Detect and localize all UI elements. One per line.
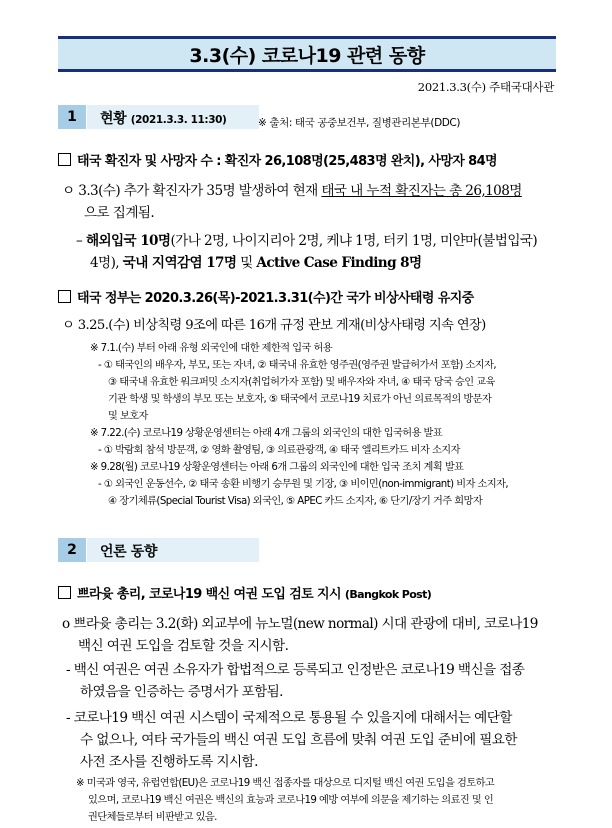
block-2-note-8: - ① 외국인 운동선수, ② 태국 송환 비행기 승무원 및 기장, ③ 비이민(non-immigrant) 비자 소지자,: [98, 479, 509, 490]
sub-bold-local: 국내 지역감염 17명: [122, 255, 237, 271]
sub-bold-active: Active Case Finding 8명: [256, 255, 422, 271]
block-3-note-2: 권단체들로부터 비판받고 있음.: [88, 812, 217, 823]
section-1-source: ※ 출처: 태국 공중보건부, 질병관리본부(DDC): [258, 117, 461, 129]
block-3-line-4: - 코로나19 백신 여권 시스템이 국제적으로 통용될 수 있을지에 대해서는 예단할: [66, 710, 512, 726]
sub-text-3: 및: [236, 255, 257, 271]
checkbox-square-icon: [58, 153, 71, 166]
block-1-heading: [58, 150, 497, 169]
section-2-number: 2: [58, 538, 86, 562]
block-2-bullet: [62, 315, 562, 337]
block-3-line-2: - 백신 여권은 여권 소유자가 합법적으로 등록되고 인정받은 코로나19 백신을 접종: [66, 662, 525, 678]
block-3-note-0: ※ 미국과 영국, 유럽연합(EU)은 코로나19 백신 접종자를 대상으로 디지털 백신 여권 도입을 검토하고: [76, 778, 495, 789]
sub-text-2: 4명),: [90, 255, 123, 271]
section-1-time: (2021.3.3. 11:30): [130, 114, 227, 126]
block-1-bullet-line2: 으로 집계됨.: [84, 205, 155, 221]
section-2-header: [58, 538, 258, 562]
block-1-sub-line2: [90, 252, 422, 274]
section-1-title: [100, 108, 226, 128]
block-2-note-2: ③ 태국내 유효한 워크퍼밋 소지자(취업허가자 포함) 및 배우자와 자녀, ④ 태국 당국 승인 교육: [108, 377, 495, 388]
circle-bullet-icon: ㅇ: [62, 318, 75, 333]
block-2-heading-text: 태국 정부는 2020.3.26(목)-2021.3.31(수)간 국가 비상사태령 유지중: [77, 291, 474, 306]
block-3-heading-source: (Bangkok Post): [344, 588, 432, 601]
block-3-line-5: 수 없으나, 여타 국가들의 백신 여권 도입 흐름에 맞춰 여권 도입 준비에 필요한: [80, 732, 517, 748]
block-2-note-3: 기관 학생 및 학생의 부모 또는 보호자, ⑤ 태국에서 코로나19 치료가 아닌 의료목적의 방문자: [108, 394, 492, 405]
title-banner: [58, 36, 556, 72]
block-1-sub-line1: [76, 230, 566, 252]
page-title: 3.3(수) 코로나19 관련 동향: [189, 44, 425, 67]
sub-bold-overseas: 해외입국 10명: [85, 233, 171, 249]
block-3-line-6: 사전 조사를 진행하도록 지시함.: [80, 754, 258, 770]
date-line: 2021.3.3(수) 주태국대사관: [417, 80, 554, 94]
sub-text-1: (가나 2명, 나이지리아 2명, 케냐 1명, 터키 1명, 미얀마(불법입국): [170, 233, 538, 249]
block-2-note-5: ※ 7.22.(수) 코로나19 상황운영센터는 아래 4개 그룹의 외국인의 대한 입국허용 발표: [90, 428, 443, 439]
block-1-heading-text: 태국 확진자 및 사망자 수 : 확진자 26,108명(25,483명 완치), 사망자 84명: [77, 154, 498, 169]
section-1-number: 1: [58, 105, 86, 129]
section-2-title: 언론 동향: [100, 544, 157, 560]
block-2-note-9: ④ 장기체류(Special Tourist Visa) 외국인, ⑤ APEC 카드 소지자, ⑥ 단기/장기 거주 희망자: [108, 496, 483, 507]
checkbox-square-icon: [58, 586, 71, 599]
block-2-note-6: - ① 박람회 참석 방문객, ② 영화 촬영팀, ③ 의료관광객, ④ 태국 엘리트카드 비자 소지자: [98, 445, 460, 456]
block-3-line-3: 하였음을 인증하는 증명서가 포함됨.: [80, 684, 283, 700]
section-1-title-text: 현황: [100, 111, 127, 127]
circle-bullet-icon: ㅇ: [62, 183, 75, 199]
block-3-line-1: 백신 여권 도입을 검토할 것을 지시함.: [78, 638, 289, 654]
block-3-heading: [58, 583, 431, 602]
block-2-note-0: ※ 7.1.(수) 부터 아래 유형 외국인에 대한 제한적 입국 허용: [90, 343, 333, 354]
bullet-text-underline: 태국 내 누적 확진자는 총 26,108명: [321, 183, 522, 199]
checkbox-square-icon: [58, 290, 71, 303]
block-2-note-7: ※ 9.28(월) 코로나19 상황운영센터는 아래 6개 그룹의 외국인에 대한 입국 조치 계획 발표: [90, 462, 464, 473]
block-1-bullet: [62, 180, 562, 202]
block-2-note-1: - ① 태국인의 배우자, 부모, 또는 자녀, ② 태국내 유효한 영주권(영주권 발급허가서 포함) 소지자,: [98, 360, 497, 371]
block-3-note-1: 있으며, 코로나19 백신 여권은 백신의 효능과 코로나19 예방 여부에 의문을 제기하는 의료진 및 인: [88, 795, 494, 806]
block-2-note-4: 및 보호자: [108, 411, 148, 422]
section-1-header: [58, 105, 258, 129]
block-3-heading-text: 쁘라윳 총리, 코로나19 백신 여권 도입 검토 지시: [77, 587, 341, 602]
dash-bullet: –: [76, 233, 83, 249]
block-2-bullet-text: 3.25.(수) 비상칙령 9조에 따른 16개 규정 관보 게재(비상사태령 지속 연장): [77, 318, 486, 333]
block-3-line-0: o 쁘라윳 총리는 3.2(화) 외교부에 뉴노멀(new normal) 시대 관광에 대비, 코로나19: [62, 616, 538, 632]
bullet-text-a: 3.3(수) 추가 확진자가 35명 발생하여 현재: [78, 183, 322, 199]
block-2-heading: [58, 287, 474, 306]
